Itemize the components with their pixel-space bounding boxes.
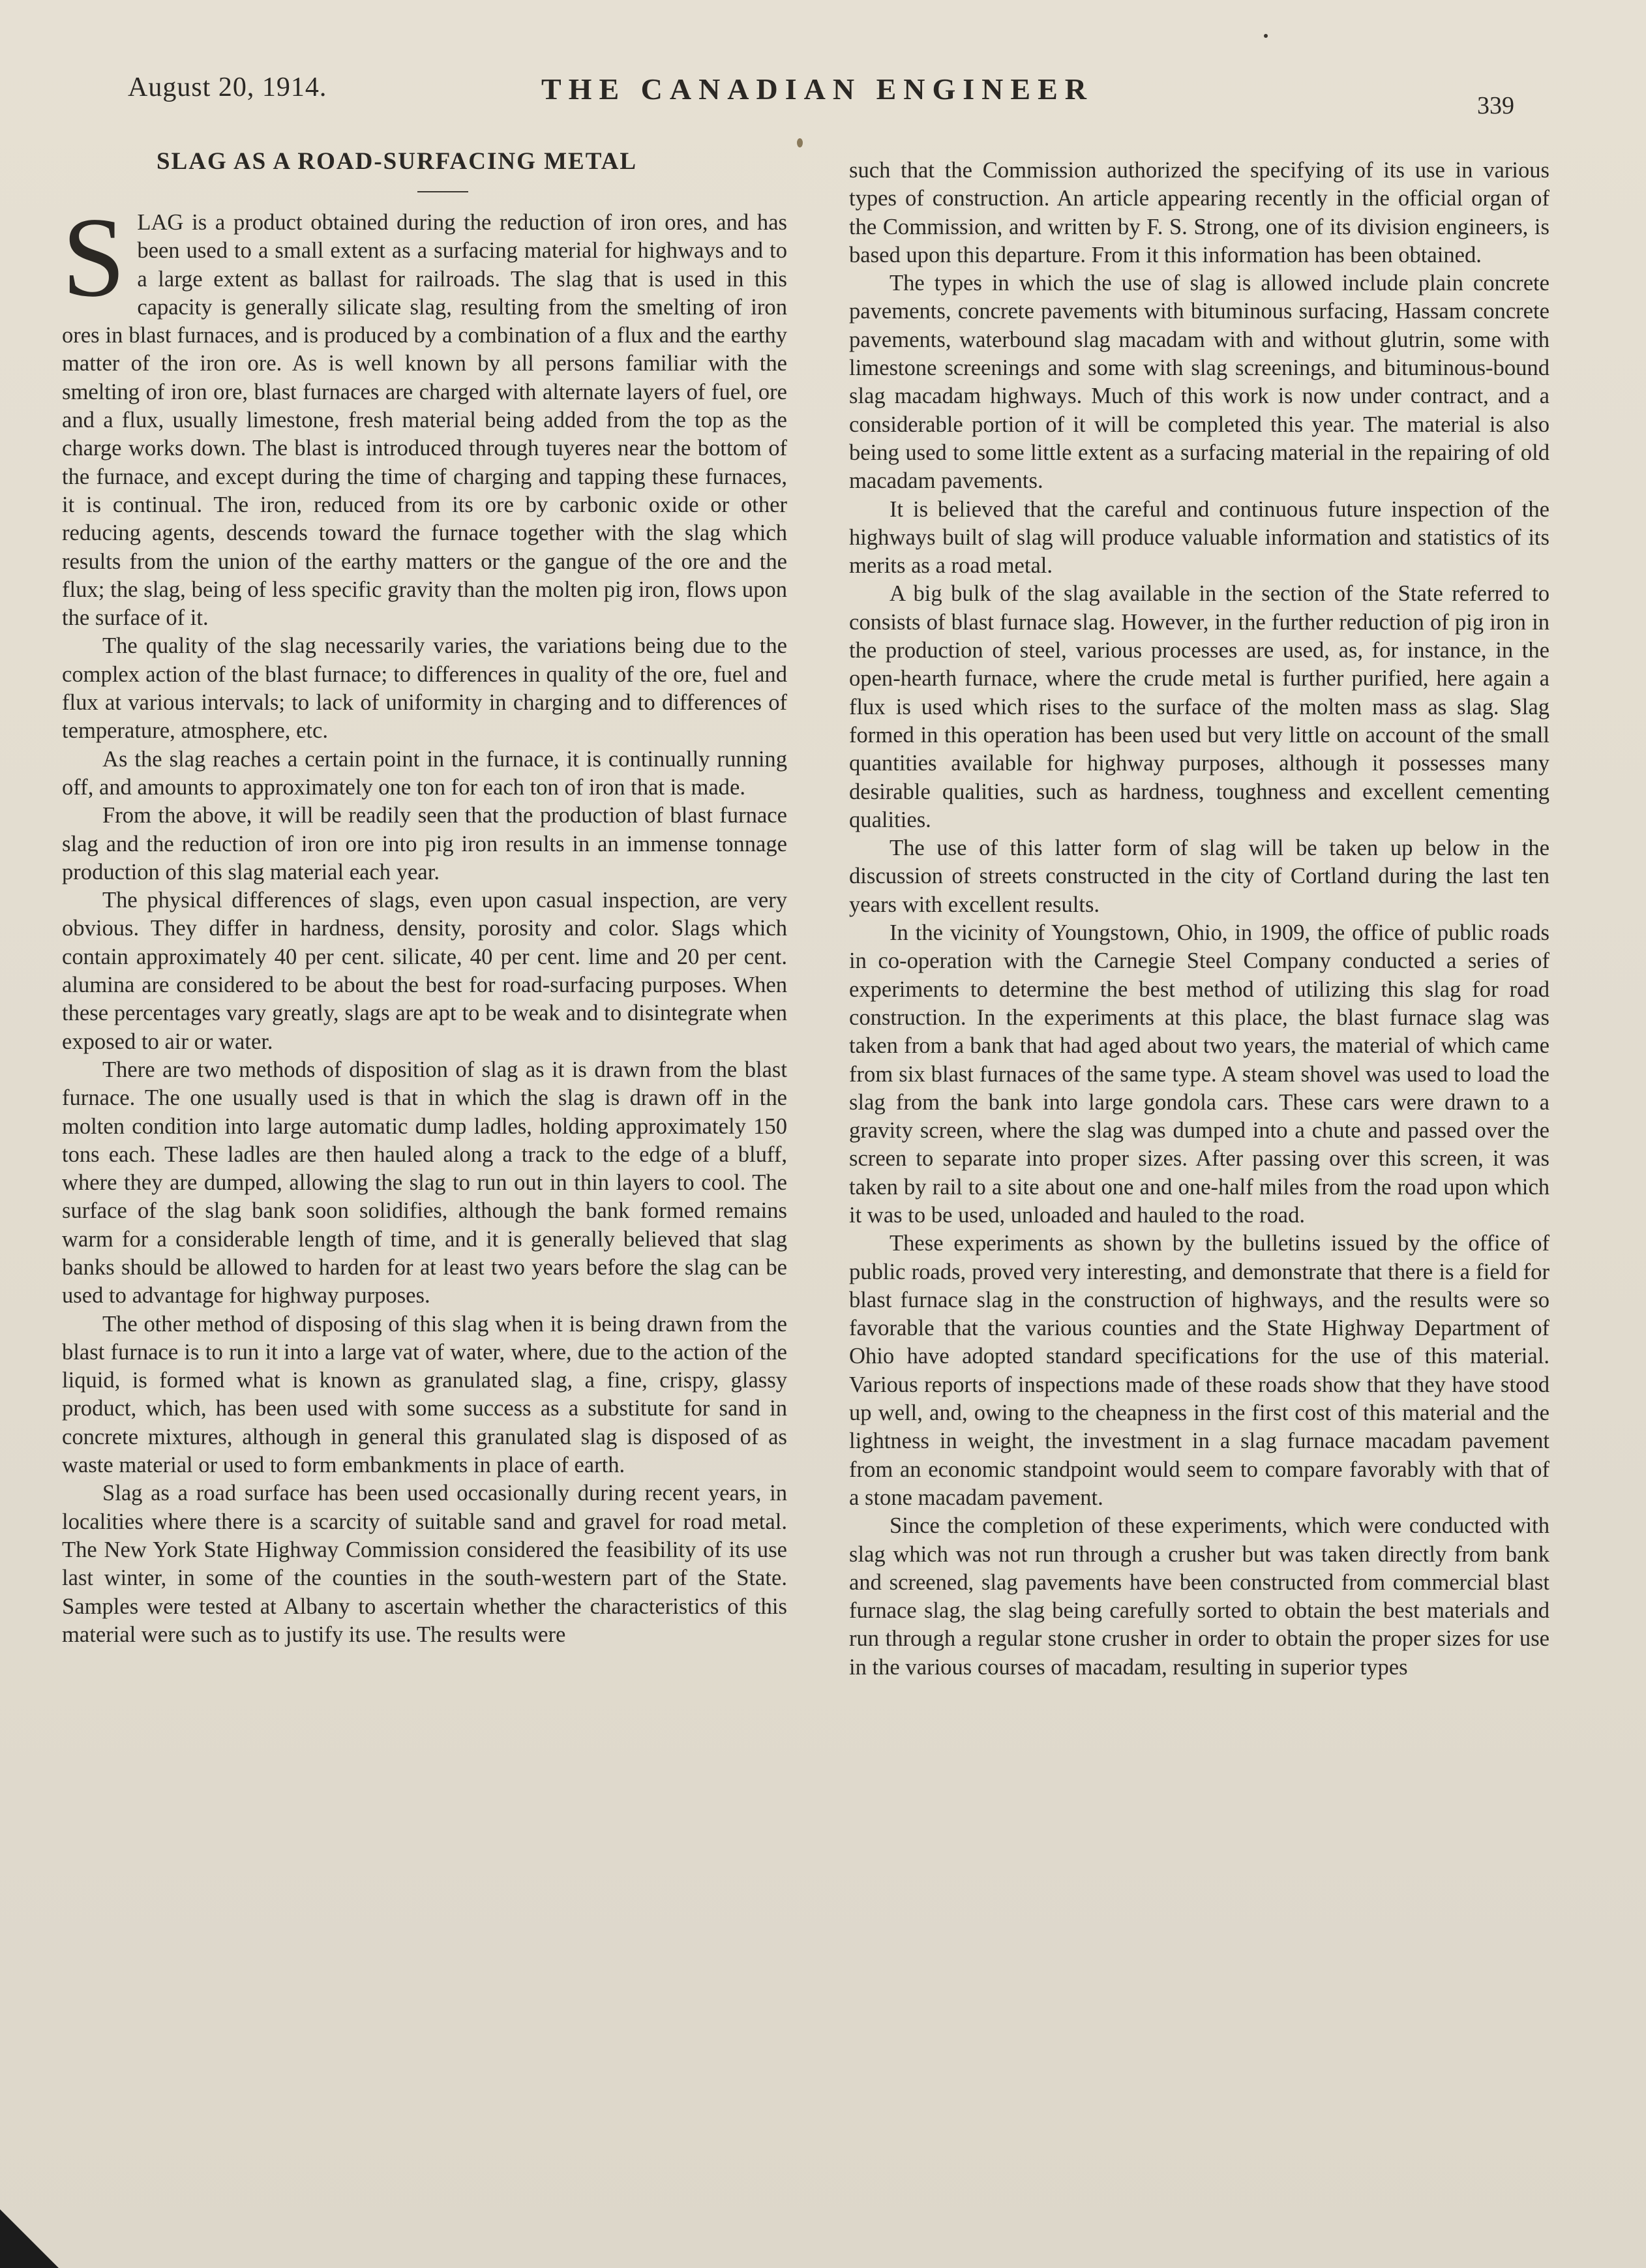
paragraph: The other method of disposing of this slag when it is being drawn from the blast furnace is to run it into a large vat of water, where, due to the action of the liquid, is formed what is known as granulated slag, a fine, crispy, glassy product, which, has been used with some success as a substitute for sand in concrete mixtures, although in general this granulated slag is disposed of as waste material or used to form embankments in place of earth. <box>62 1311 787 1478</box>
title-rule <box>417 191 468 192</box>
first-paragraph-text: LAG is a product obtained during the reduction of iron ores, and has been used to a small extent as a surfacing material for highways and to a large extent as ballast for railroads. The slag that is used in this capacity is generally silicate slag, resulting from the smelting of iron ores in blast furnaces, and is produced by a combination of a flux and the earthy matter of the iron ore. As is well known by all persons familiar with the smelting of iron ore, blast furnaces are charged with alternate layers of fuel, ore and a flux, usually limestone, fresh material being added from the top as the charge works down. The blast is introduced through tuyeres near the bottom of the furnace, and except during the time of charging and tapping these furnaces, it is continual. The iron, reduced from its ore by carbonic oxide or other reducing agents, descends toward the furnace together with the slag which results from the union of the earthy matters or the gangue of the ore and the flux; the slag, being of less specific gravity than the molten pig iron, flows upon the surface of it. <box>62 210 787 631</box>
paragraph: The use of this latter form of slag will be taken up below in the discussion of streets constructed in the city of Cortland during the last ten years with excellent results. <box>849 836 1549 917</box>
paragraph: From the above, it will be readily seen that the production of blast furnace slag and the reduction of iron ore into pig iron results in an immense tonnage production of this slag material each year. <box>62 803 787 885</box>
page-number: 339 <box>1477 92 1514 119</box>
paragraph: The types in which the use of slag is allowed include plain concrete pavements, concrete pavements with bituminous surfacing, Hassam concrete pavements, waterbound slag macadam with and without glutrin, some with limestone screenings and some with slag screenings, and bituminous-bound slag macadam highways. Much of this work is now under contract, and a considerable portion of it will be completed this year. The material is also being used to some little extent as a surfacing material in the repairing of old macadam pavements. <box>849 271 1549 494</box>
paragraph: There are two methods of disposition of slag as it is drawn from the blast furnace. The one usually used is that in which the slag is drawn off in the molten condition into large automatic dump ladles, holding approximately 150 tons each. These ladles are then hauled along a track to the edge of a bluff, where they are dumped, allowing the slag to run out in thin layers to cool. The surface of the slag bank soon solidifies, although the bank formed remains warm for a considerable length of time, and it is generally believed that slag banks should be allowed to harden for at least two years before the slag can be used to advantage for highway purposes. <box>62 1057 787 1308</box>
paragraph: The quality of the slag necessarily varies, the variations being due to the complex action of the blast furnace; to differences in quality of the ore, fuel and flux at various intervals; to lack of uniformity in charging and to differences of temperature, atmosphere, etc. <box>62 633 787 744</box>
left-column <box>62 194 787 1649</box>
paragraph: In the vicinity of Youngstown, Ohio, in 1909, the office of public roads in co-operation with the Carnegie Steel Company conducted a series of experiments to determine the best method of utilizing this slag for road construction. In the experiments at this place, the blast furnace slag was taken from a bank that had aged about two years, the material of which came from six blast furnaces of the same type. A steam shovel was used to load the slag from the bank into large gondola cars. These cars were drawn to a gravity screen, where the slag was dumped into a chute and passed over the screen to separate into proper sizes. After passing over this screen, it was taken by rail to a site about one and one-half miles from the road upon which it was to be used, unloaded and hauled to the road. <box>849 920 1549 1228</box>
paragraph: Slag as a road surface has been used occasionally during recent years, in localities where there is a scarcity of suitable sand and gravel for road metal. The New York State Highway Commission considered the feasibility of its use last winter, in some of the counties in the south-western part of the State. Samples were tested at Albany to ascertain whether the characteristics of this material were such as to justify its use. The results were <box>62 1481 787 1647</box>
first-paragraph <box>62 194 787 632</box>
continued-paragraph: such that the Commission authorized the specifying of its use in various types of construction. An article appearing recently in the official organ of the Commission, and written by F. S. Strong, one of its division engineers, is based upon this departure. From it this information has been obtained. <box>849 158 1549 267</box>
article-title: SLAG AS A ROAD-SURFACING METAL <box>157 148 638 175</box>
right-column <box>849 157 1549 1682</box>
paragraph: As the slag reaches a certain point in the furnace, it is continually running off, and amounts to approximately one ton for each ton of iron that is made. <box>62 746 787 800</box>
paragraph: The physical differences of slags, even upon casual inspection, are very obvious. They differ in hardness, density, porosity and color. Slags which contain approximately 40 per cent. silicate, 40 per cent. lime and 20 per cent. alumina are considered to be about the best for road-surfacing purposes. When these percentages vary greatly, slags are apt to be weak and to disintegrate when exposed to air or water. <box>62 888 787 1054</box>
paragraph: A big bulk of the slag available in the section of the State referred to consists of blast furnace slag. However, in the further reduction of pig iron in the production of steel, various processes are used, as, for instance, in the open-hearth furnace, where the crude metal is further purified, here again a flux is used which rises to the surface of the molten mass as slag. Slag formed in this operation has been used but very little on account of the small quantities available for highway purposes, although it possesses many desirable qualities, such as hardness, toughness and excellent cementing qualities. <box>849 581 1549 832</box>
ink-speck <box>1264 34 1268 38</box>
paragraph: It is believed that the careful and continuous future inspection of the highways built of slag will produce valuable information and statistics of its merits as a road metal. <box>849 496 1549 579</box>
issue-date: August 20, 1914. <box>128 72 327 102</box>
page-corner-shadow <box>0 2209 59 2268</box>
drop-cap: S <box>62 194 126 320</box>
ink-speck <box>797 138 803 147</box>
paragraph: These experiments as shown by the bulletins issued by the office of public roads, proved very interesting, and demonstrate that there is a field for blast furnace slag in the construction of highways, and the results were so favorable that the various counties and the State Highway Department of Ohio have adopted standard specifications for the use of this material. Various reports of inspections made of these roads show that they have stood up well, and, owing to the cheapness in the first cost of this material and the lightness in weight, the investment in a slag furnace macadam pavement from an economic standpoint would seem to compare favorably with that of a stone macadam pavement. <box>849 1231 1549 1510</box>
publication-title: THE CANADIAN ENGINEER <box>541 72 1094 106</box>
paragraph: Since the completion of these experiments, which were conducted with slag which was not run through a crusher but was taken directly from bank and screened, slag pavements have been constructed from commercial blast furnace slag, the slag being carefully sorted to obtain the best materials and run through a regular stone crusher in order to obtain the proper sizes for use in the various courses of macadam, resulting in superior types <box>849 1513 1549 1680</box>
